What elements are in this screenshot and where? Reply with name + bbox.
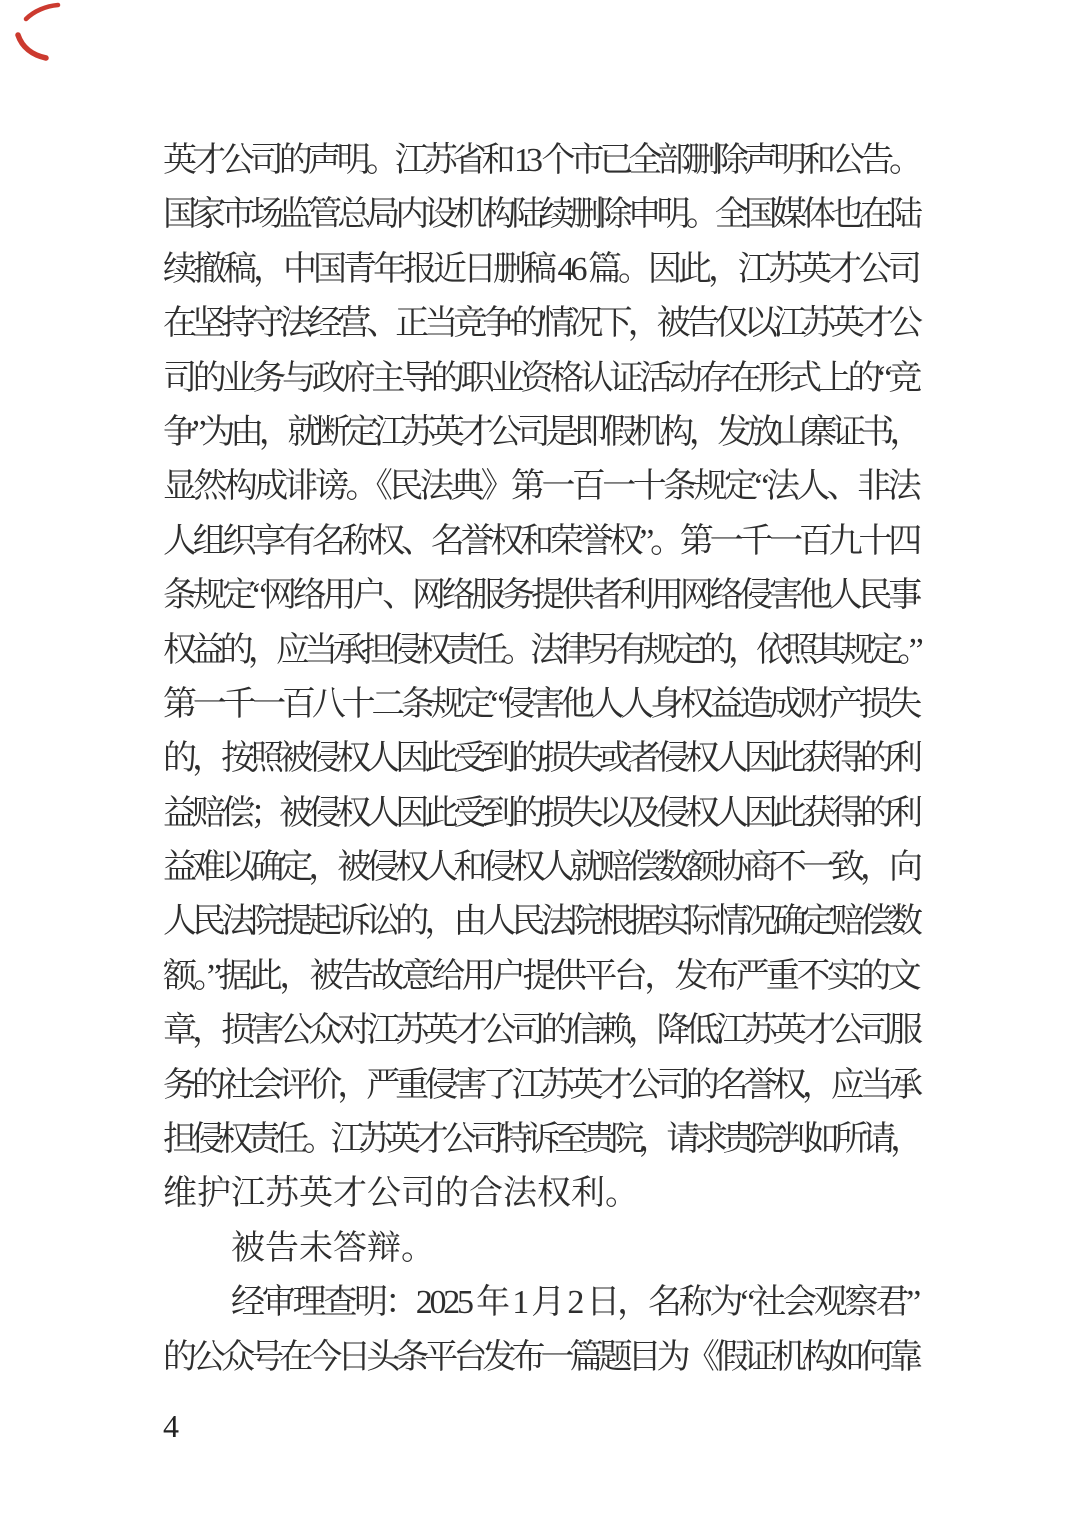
text-line: 担侵权责任。江苏英才公司特诉至贵院，请求贵院判如所请， bbox=[163, 1121, 918, 1159]
text-line: 人民法院提起诉讼的，由人民法院根据实际情况确定赔偿数 bbox=[163, 903, 918, 941]
text-line: 人组织享有名称权、名誉权和荣誉权”。第一千一百九十四 bbox=[163, 522, 918, 560]
text-line: 续撤稿，中国青年报近日删稿 46 篇。因此，江苏英才公司 bbox=[163, 250, 918, 288]
text-line: 条规定“网络用户、网络服务提供者利用网络侵害他人民事 bbox=[163, 577, 918, 615]
text-line: 被告未答辩。 bbox=[231, 1229, 435, 1267]
text-line: 争”为由，就断定江苏英才公司是即假机构，发放山寨证书， bbox=[163, 413, 918, 451]
text-line: 章，损害公众对江苏英才公司的信赖，降低江苏英才公司服 bbox=[163, 1012, 918, 1050]
text-line: 的，按照被侵权人因此受到的损失或者侵权人因此获得的利 bbox=[163, 740, 918, 778]
text-line: 务的社会评价，严重侵害了江苏英才公司的名誉权，应当承 bbox=[163, 1066, 918, 1104]
page-number: 4 bbox=[163, 1408, 179, 1444]
text-line: 的公众号在今日头条平台发布一篇题目为《假证机构如何靠 bbox=[163, 1338, 918, 1376]
text-line: 显然构成诽谤。《民法典》第一百一十条规定“法人、非法 bbox=[163, 468, 918, 506]
text-line: 国家市场监管总局内设机构陆续删除申明。全国媒体也在陆 bbox=[163, 196, 918, 234]
text-line: 英才公司的声明。江苏省和 13 个市已全部删除声明和公告。 bbox=[163, 142, 918, 179]
text-line: 维护江苏英才公司的合法权利。 bbox=[163, 1175, 639, 1213]
red-pen-stroke-top bbox=[26, 5, 58, 19]
text-line: 额。”据此，被告故意给用户提供平台，发布严重不实的文 bbox=[163, 957, 918, 995]
text-line: 益赔偿；被侵权人因此受到的损失以及侵权人因此获得的利 bbox=[163, 794, 918, 832]
red-annotation-marks bbox=[14, 2, 74, 64]
text-line: 在坚持守法经营、正当竞争的情况下，被告仅以江苏英才公 bbox=[163, 305, 918, 343]
text-line: 司的业务与政府主导的职业资格认证活动存在形式上的“竞 bbox=[163, 359, 918, 397]
text-line: 权益的，应当承担侵权责任。法律另有规定的，依照其规定。” bbox=[163, 631, 918, 669]
red-pen-stroke-bottom bbox=[18, 35, 46, 58]
text-line: 经审理查明：2025 年 1 月 2 日，名称为“社会观察君” bbox=[231, 1284, 918, 1322]
text-line: 益难以确定，被侵权人和侵权人就赔偿数额协商不一致，向 bbox=[163, 849, 918, 887]
text-line: 第一千一百八十二条规定“侵害他人人身权益造成财产损失 bbox=[163, 685, 918, 723]
text-block bbox=[163, 134, 918, 1385]
